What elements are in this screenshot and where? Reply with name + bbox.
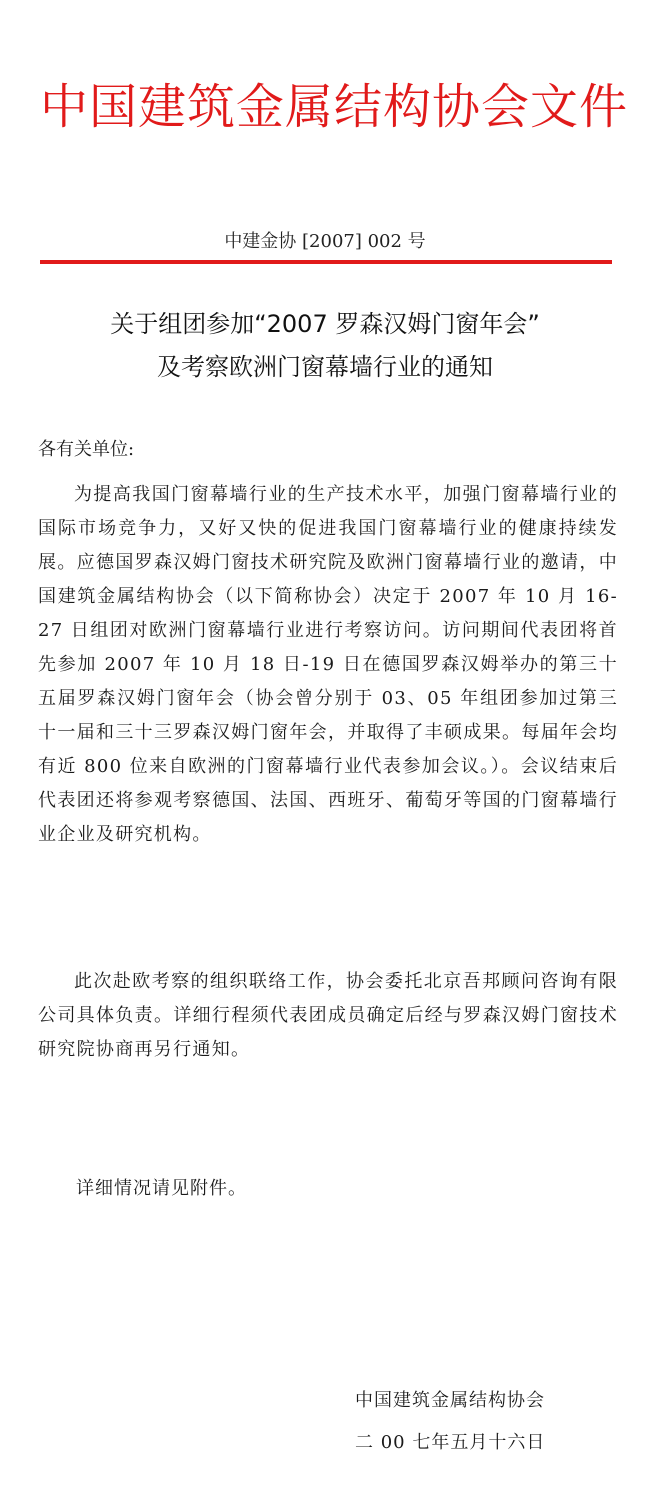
notice-title-line-1: 关于组团参加“2007 罗森汉姆门窗年会” [110, 310, 540, 338]
salutation: 各有关单位: [38, 439, 135, 460]
body-paragraph-2: 此次赴欧考察的组织联络工作，协会委托北京吾邦顾问咨询有限公司具体负责。详细行程须代表团成员确定后经与罗森汉姆门窗技术研究院协商再另行通知。 [38, 971, 618, 1060]
signature-date: 二 00 七年五月十六日 [355, 1432, 546, 1453]
signature-block [355, 1380, 545, 1464]
organization-file-title: 中国建筑金属结构协会文件 [40, 79, 629, 135]
notice-title [0, 303, 650, 389]
notice-title-line-2: 及考察欧洲门窗幕墙行业的通知 [157, 353, 493, 381]
red-divider-line [40, 260, 612, 264]
attachment-note: 详细情况请见附件。 [76, 1178, 247, 1199]
document-number: 中建金协 [2007] 002 号 [224, 231, 426, 252]
signature-organization: 中国建筑金属结构协会 [355, 1390, 545, 1411]
body-paragraph-1: 为提高我国门窗幕墙行业的生产技术水平，加强门窗幕墙行业的国际市场竞争力，又好又快的促进我国门窗幕墙行业的健康持续发展。应德国罗森汉姆门窗技术研究院及欧洲门窗幕墙行业的邀请，中国建筑金属结构协会（以下简称协会）决定于 2007 年 10 月 16-27 日组团对欧洲门窗幕墙行业进行考察访问。访问期间代表团将首先参加 2007 年 10 月 18 日-19 日在德国罗森汉姆举办的第三十五届罗森汉姆门窗年会（协会曾分别于 03、05 年组团参加过第三十一届和三十三罗森汉姆门窗年会，并取得了丰硕成果。每届年会均有近 800 位来自欧洲的门窗幕墙行业代表参加会议。）。会议结束后代表团还将参观考察德国、法国、西班牙、葡萄牙等国的门窗幕墙行业企业及研究机构。 [38, 484, 618, 845]
